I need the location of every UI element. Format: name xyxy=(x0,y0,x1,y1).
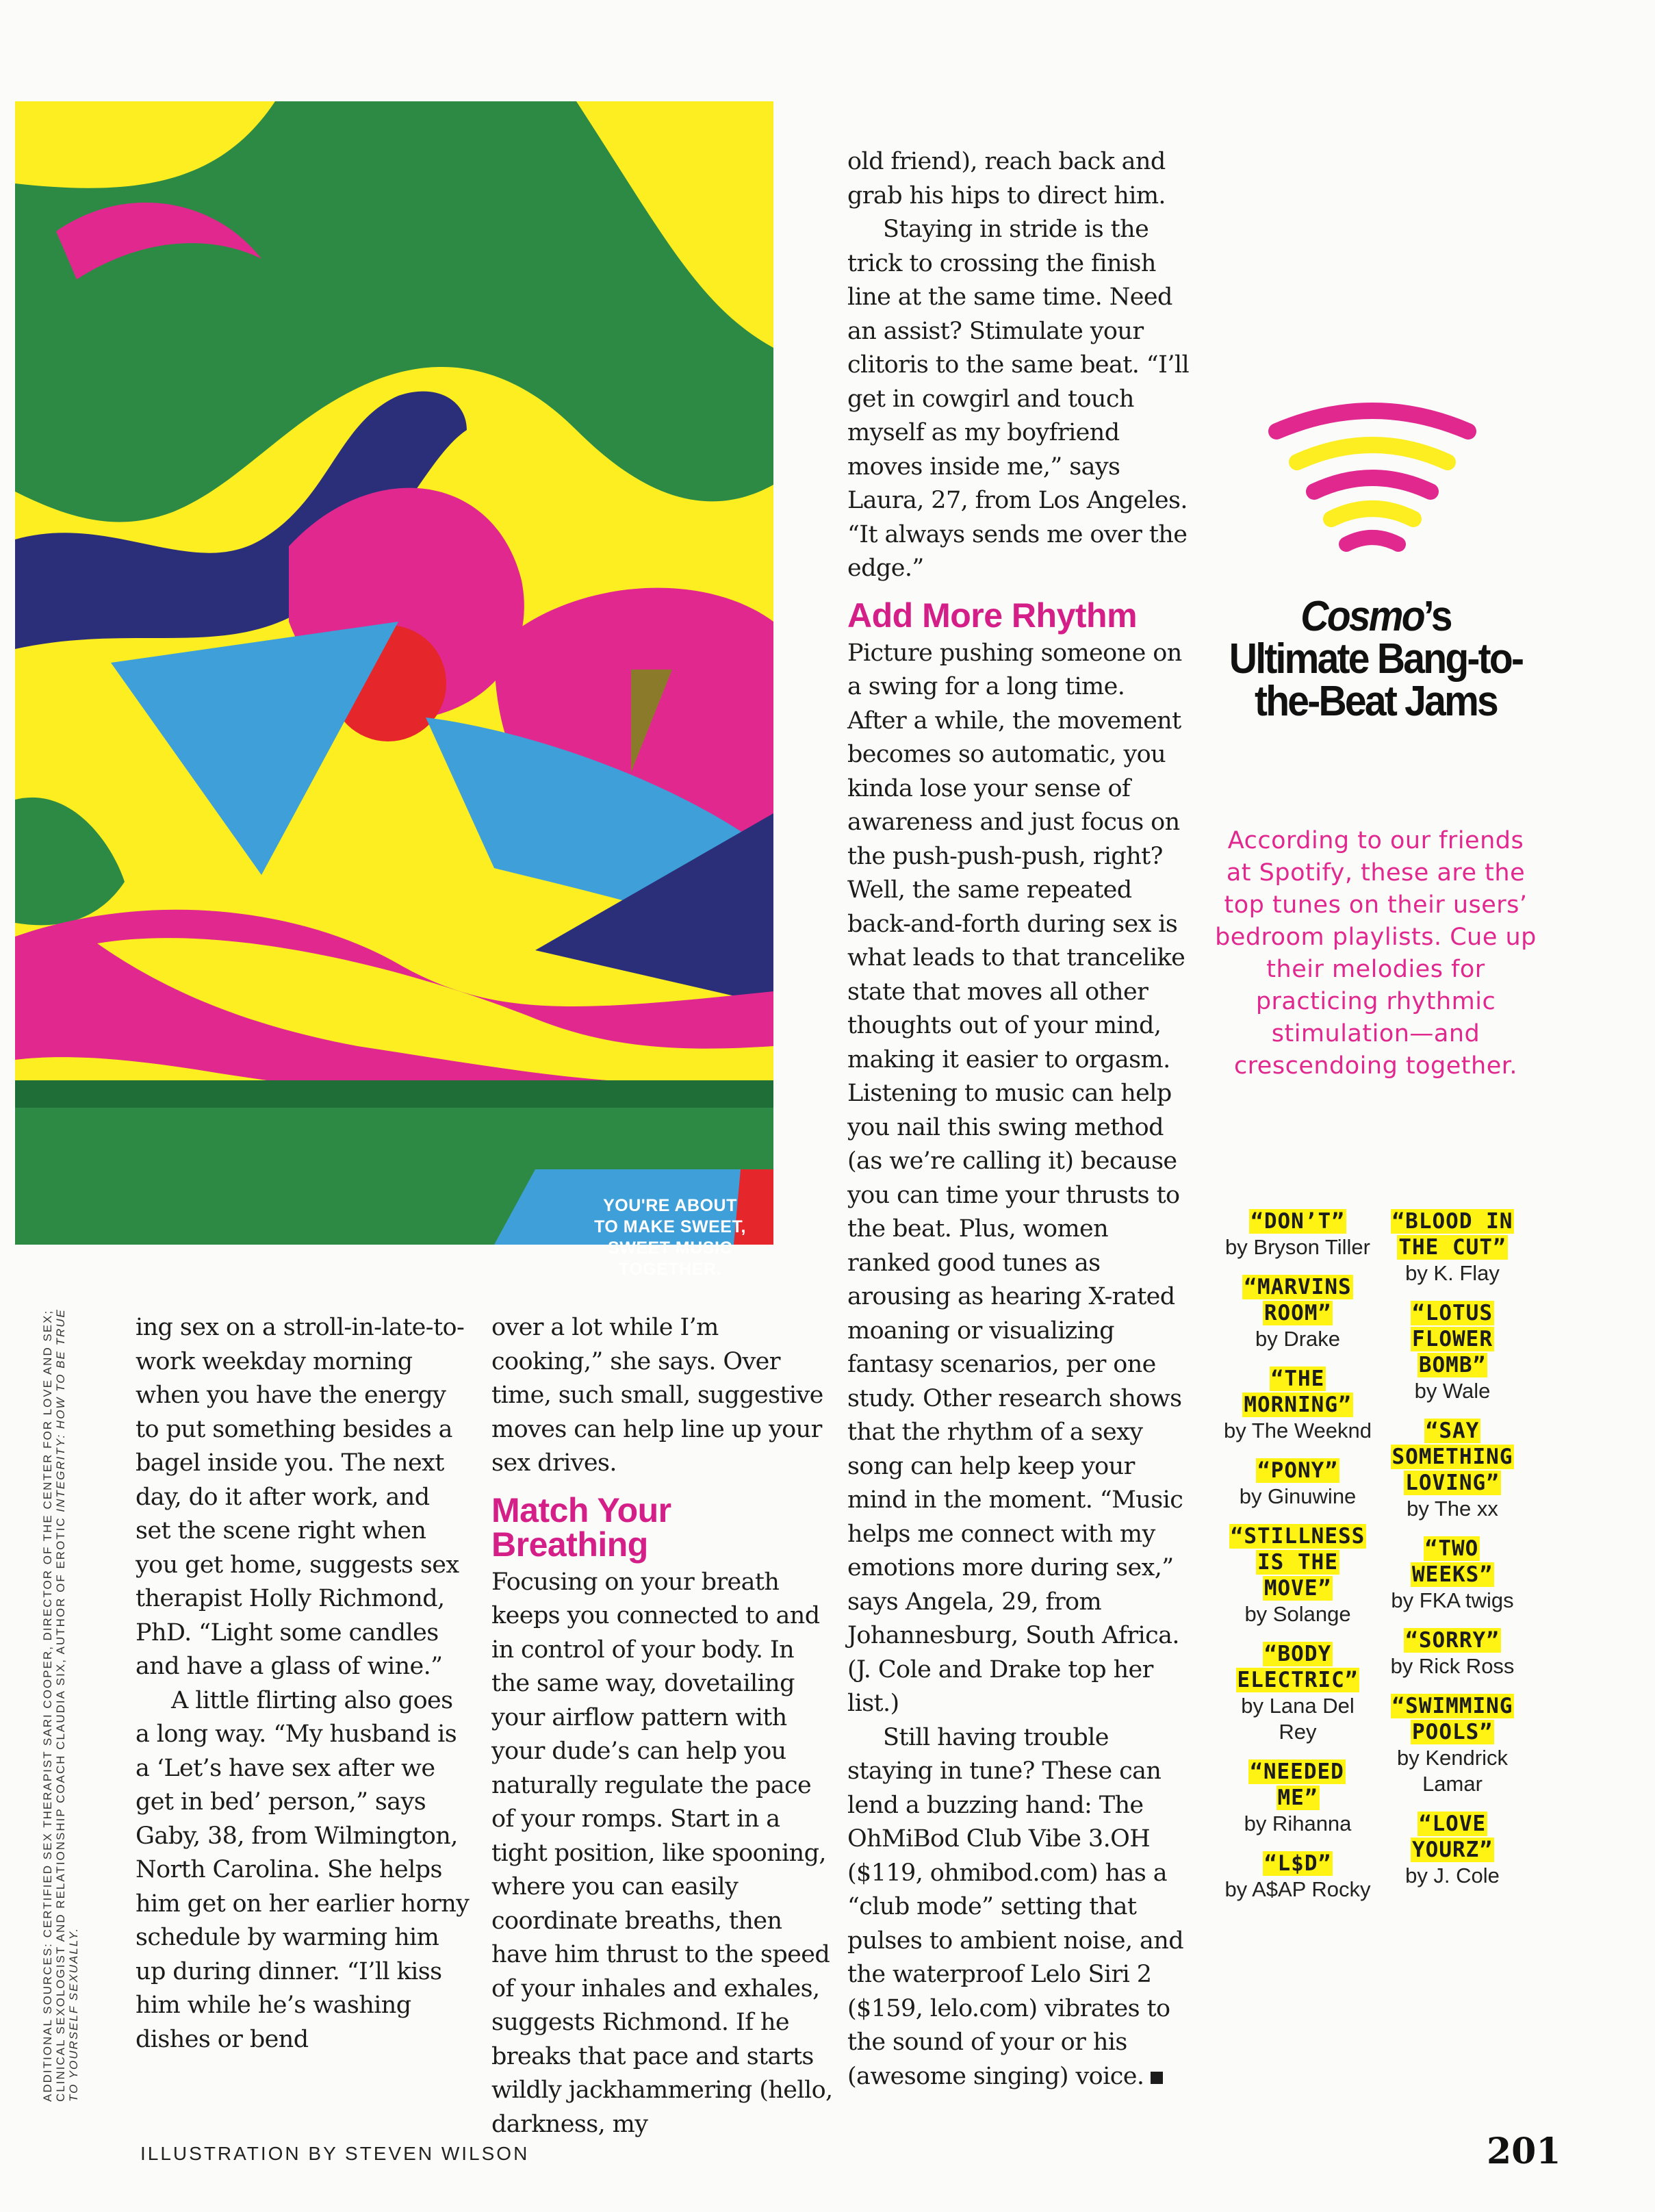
song-item xyxy=(1222,1641,1373,1745)
song-artist: by J. Cole xyxy=(1405,1864,1500,1887)
abstract-illustration xyxy=(15,101,773,1245)
song-item xyxy=(1377,1418,1528,1522)
song-item xyxy=(1377,1627,1528,1679)
song-title: “LOTUS FLOWER BOMB” xyxy=(1412,1301,1493,1377)
article-column-left xyxy=(136,1311,471,2057)
song-item xyxy=(1222,1274,1373,1352)
paragraph: Picture pushing someone on a swing for a long time. After a while, the movement becomes so automatic, you kinda lose your sense of awareness and just focus on the push-push-push, right? Well, the same repeated back-and-forth during sex is what leads to that trancelike state that moves all other thoughts out of your mind, making it easier to orgasm. Listening to music can help you nail this swing method (as we’re calling it) because you can time your thrusts to the beat. Plus, women ranked good tunes as arousing as hearing X-rated moaning or visualizing fantasy scenarios, per one study. Other research shows that the rhythm of a sexy song can help keep your mind in the moment. “Music helps me connect with my emotions more during sex,” says Angela, 29, from Johannesburg, South Africa. (J. Cole and Drake top her list.) xyxy=(847,639,1185,1717)
song-artist: by FKA twigs xyxy=(1391,1588,1514,1612)
song-title: “BLOOD IN THE CUT” xyxy=(1391,1209,1513,1260)
song-item xyxy=(1377,1693,1528,1797)
song-title: “STILLNESS IS THE MOVE” xyxy=(1230,1524,1365,1601)
song-title: “PONY” xyxy=(1257,1458,1338,1483)
sources-note: ADDITIONAL SOURCES: CERTIFIED SEX THERAPIST SARI COOPER, DIRECTOR OF THE CENTER FOR LOVE AND SEX; CLINICAL SEXOLOGIST AND RELATIONSHIP COACH CLAUDIA SIX, AUTHOR OF EROTIC INTEGRITY: HOW TO BE TRUE TO YOURSELF SEXUALLY. xyxy=(41,1308,80,2102)
song-artist: by Wale xyxy=(1414,1379,1491,1403)
paragraph: Focusing on your breath keeps you connected to and in control of your body. In the same way, dovetailing your airflow pattern with your dude’s can help you naturally regulate the pace of your romps. Start in a tight position, like spooning, where you can easily coordinate breaths, then have him thrust to the speed of your inhales and exhales, suggests Richmond. If he breaks that pace and starts wildly jackhammering (hello, darkness, my xyxy=(491,1568,833,2138)
end-mark-icon xyxy=(1151,2072,1163,2084)
paragraph: Still having trouble staying in tune? These can lend a buzzing hand: The OhMiBod Club Vibe 3.OH ($119, ohmibod.com) has a “club mode” setting that pulses to ambient noise, and the waterproof Lelo Siri 2 ($159, lelo.com) vibrates to the sound of your or his (awesome singing) voice. xyxy=(847,1723,1184,2090)
page-number: 201 xyxy=(1487,2131,1561,2172)
song-artist: by Rick Ross xyxy=(1390,1654,1515,1678)
song-artist: by Ginuwine xyxy=(1239,1484,1357,1508)
song-item xyxy=(1222,1458,1373,1510)
song-item xyxy=(1222,1208,1373,1260)
song-artist: by Bryson Tiller xyxy=(1225,1235,1370,1259)
section-heading-rhythm: Add More Rhythm xyxy=(847,596,1138,635)
song-item xyxy=(1377,1536,1528,1614)
article-column-middle xyxy=(491,1311,834,2141)
sidebar-intro: According to our friends at Spotify, these are the top tunes on their users’ bedroom playlists. Cue up their melodies for practicing rhythmic stimulation—and crescendoing together. xyxy=(1215,827,1537,1080)
paragraph: old friend), reach back and grab his hips to direct him. xyxy=(847,148,1166,209)
song-item xyxy=(1222,1759,1373,1837)
song-item xyxy=(1377,1811,1528,1889)
song-title: “TWO WEEKS” xyxy=(1412,1536,1493,1587)
song-title: “SWIMMING POOLS” xyxy=(1391,1694,1513,1744)
song-artist: by Solange xyxy=(1244,1602,1351,1626)
paragraph: ing sex on a stroll-in-late-to-work weekday morning when you have the energy to put something besides a bagel inside you. The next day, do it after work, and set the scene right when you get home, suggests sex therapist Holly Richmond, PhD. “Light some candles and have a glass of wine.” xyxy=(136,1314,465,1680)
song-item xyxy=(1222,1366,1373,1444)
song-item xyxy=(1377,1208,1528,1286)
song-list-right xyxy=(1377,1208,1528,1903)
song-title: “SAY SOMETHING LOVING” xyxy=(1391,1419,1513,1495)
song-list-left xyxy=(1222,1208,1373,1916)
song-artist: by Lana Del Rey xyxy=(1241,1694,1355,1744)
illustration-credit: ILLUSTRATION BY STEVEN WILSON xyxy=(140,2143,530,2164)
section-heading-breathing: Match Your Breathing xyxy=(491,1490,671,1564)
song-artist: by Drake xyxy=(1255,1327,1341,1351)
song-title: “NEEDED ME” xyxy=(1250,1759,1344,1810)
song-title: “DON’T” xyxy=(1250,1209,1345,1234)
song-artist: by The xx xyxy=(1407,1497,1498,1521)
song-title: “THE MORNING” xyxy=(1244,1366,1352,1417)
song-artist: by K. Flay xyxy=(1405,1261,1500,1285)
song-title: “MARVINS ROOM” xyxy=(1244,1275,1352,1325)
article-column-right xyxy=(847,145,1190,2094)
song-artist: by The Weeknd xyxy=(1224,1419,1372,1442)
illustration xyxy=(15,101,773,1279)
song-title: “LOVE YOURZ” xyxy=(1412,1811,1493,1862)
song-title: “BODY ELECTRIC” xyxy=(1237,1642,1359,1692)
song-item xyxy=(1222,1851,1373,1903)
sidebar-title: Cosmo’s Ultimate Bang-to-the-Beat Jams xyxy=(1229,593,1523,725)
song-item xyxy=(1377,1300,1528,1404)
song-artist: by Kendrick Lamar xyxy=(1397,1746,1508,1796)
paragraph: over a lot while I’m cooking,” she says. Over time, such small, suggestive moves can help line up your sex drives. xyxy=(491,1314,823,1477)
song-title: “SORRY” xyxy=(1405,1628,1500,1653)
paragraph: Staying in stride is the trick to crossing the finish line at the same time. Need an assist? Stimulate your clitoris to the same beat. “I’ll get in cowgirl and touch myself as my boyfriend moves inside me,” says Laura, 27, from Los Angeles. “It always sends me over the edge.” xyxy=(847,216,1190,582)
signal-waves-icon xyxy=(1270,404,1475,568)
illustration-caption: YOU'RE ABOUT TO MAKE SWEET, SWEET MUSIC TOGETHER. xyxy=(594,1196,746,1279)
paragraph: A little flirting also goes a long way. “My husband is a ‘Let’s have sex after we get in bed’ person,” says Gaby, 38, from Wilmington, North Carolina. She helps him get on her earlier horny schedule by warming him up during dinner. “I’ll kiss him while he’s washing dishes or bend xyxy=(136,1686,470,2053)
song-item xyxy=(1222,1523,1373,1627)
song-title: “L$D” xyxy=(1263,1851,1332,1876)
song-artist: by A$AP Rocky xyxy=(1224,1877,1371,1901)
song-artist: by Rihanna xyxy=(1244,1811,1352,1835)
